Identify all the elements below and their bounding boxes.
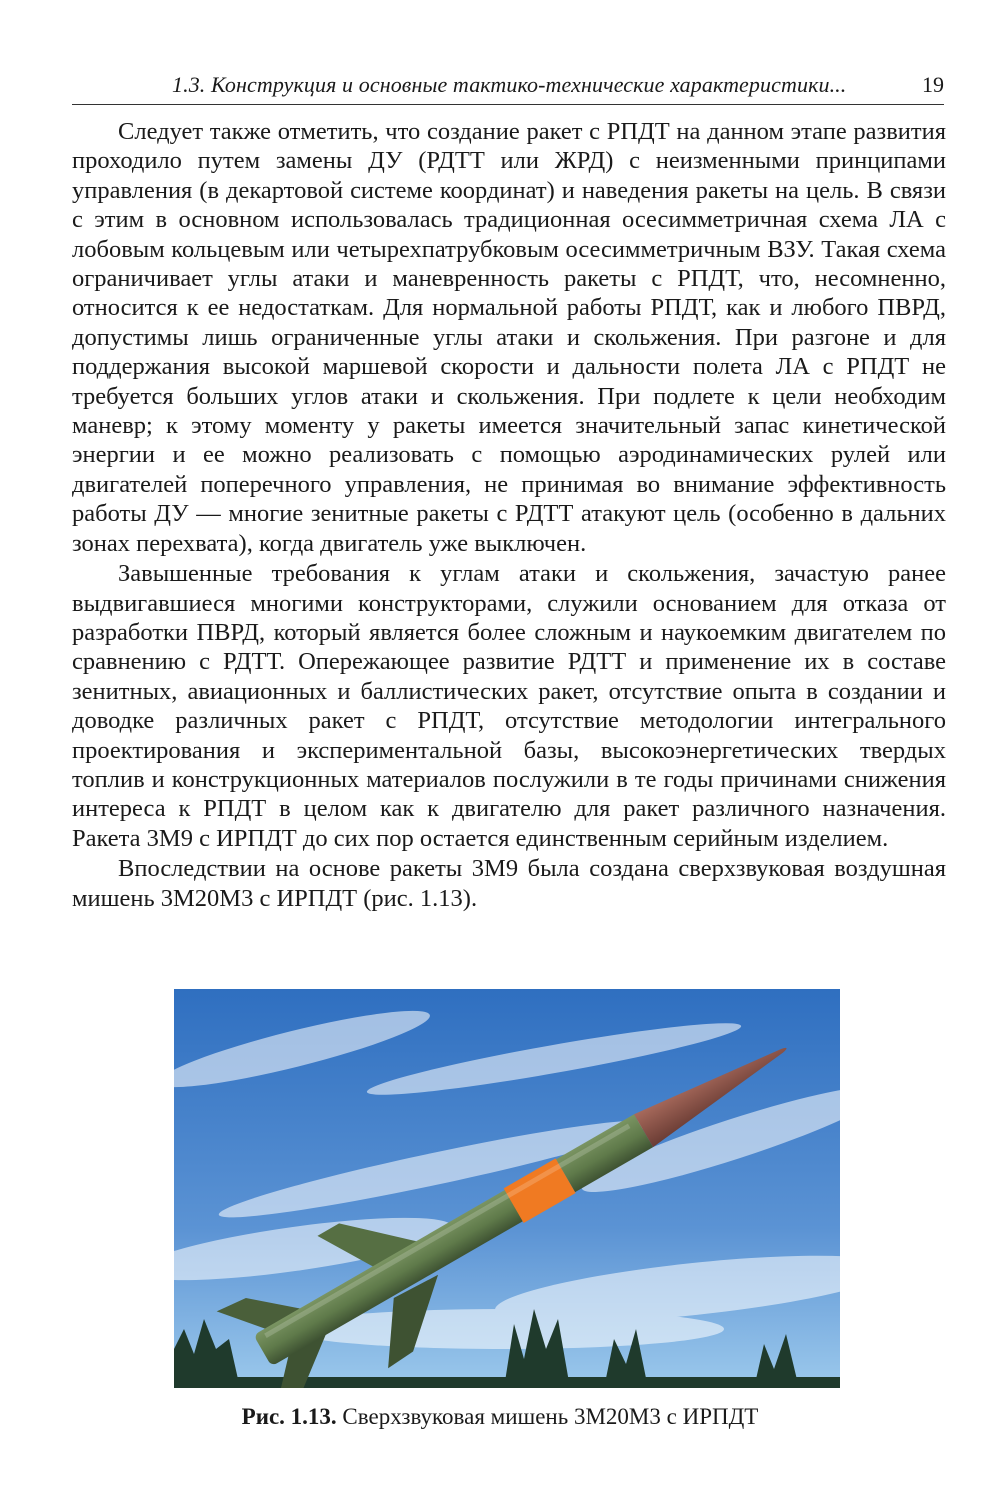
missile-photo bbox=[174, 989, 840, 1388]
caption-label: Рис. 1.13. bbox=[241, 1404, 337, 1429]
caption-text: Сверхзвуковая мишень 3М20М3 с ИРПДТ bbox=[336, 1404, 759, 1429]
running-title: 1.3. Конструкция и основные тактико-технические характеристики... bbox=[172, 72, 847, 97]
paragraph-1: Следует также отметить, что создание ракет с РПДТ на данном этапе развития проходило путем замены ДУ (РДТТ или ЖРД) с неизменными принципами управления (в декартовой системе координат) и наведения ракеты на цель. В связи с этим в основном использовалась традиционная осесимметричная схема ЛА с лобовым кольцевым или четырехпатрубковым осесимметричным ВЗУ. Такая схема ограничивает углы атаки и маневренность ракеты с РПДТ, что, несомненно, относится к ее недостаткам. Для нормальной работы РПДТ, как и любого ПВРД, допустимы лишь ограниченные углы атаки и скольжения. При разгоне и для поддержания высокой маршевой скорости и дальности полета ЛА с РПДТ не требуется больших углов атаки и скольжения. При подлете к цели необходим маневр; к этому моменту у ракеты имеется значительный запас кинетической энергии и ее можно реализовать с помощью аэродинамических рулей или двигателей поперечного управления, не принимая во внимание эффективность работы ДУ — многие зенитные ракеты с РДТТ атакуют цель (особенно в дальних зонах перехвата), когда двигатель уже выключен. bbox=[72, 118, 946, 557]
missile-photo-illustration bbox=[174, 989, 840, 1388]
paragraph-3: Впоследствии на основе ракеты 3М9 была создана сверхзвуковая воздушная мишень 3М20М3 с ИРПДТ (рис. 1.13). bbox=[72, 855, 946, 912]
paragraph-2: Завышенные требования к углам атаки и скольжения, зачастую ранее выдвигавшиеся многими конструкторами, служили основанием для отказа от разработки ПВРД, который является более сложным и наукоемким двигателем по сравнению с РДТТ. Опережающее развитие РДТТ и применение их в составе зенитных, авиационных и баллистических ракет, отсутствие опыта в создании и доводке различных ракет с РПДТ, отсутствие методологии интегрального проектирования и экспериментальной базы, высокоэнергетических твердых топлив и конструкционных материалов послужили в те годы причинами снижения интереса к РПДТ в целом как к двигателю для ракет различного назначения. Ракета 3М9 с ИРПДТ до сих пор остается единственным серийным изделием. bbox=[72, 560, 946, 852]
page-number: 19 bbox=[922, 72, 944, 97]
body-text bbox=[72, 117, 946, 914]
running-header bbox=[72, 68, 944, 105]
figure-caption bbox=[0, 1404, 1000, 1430]
